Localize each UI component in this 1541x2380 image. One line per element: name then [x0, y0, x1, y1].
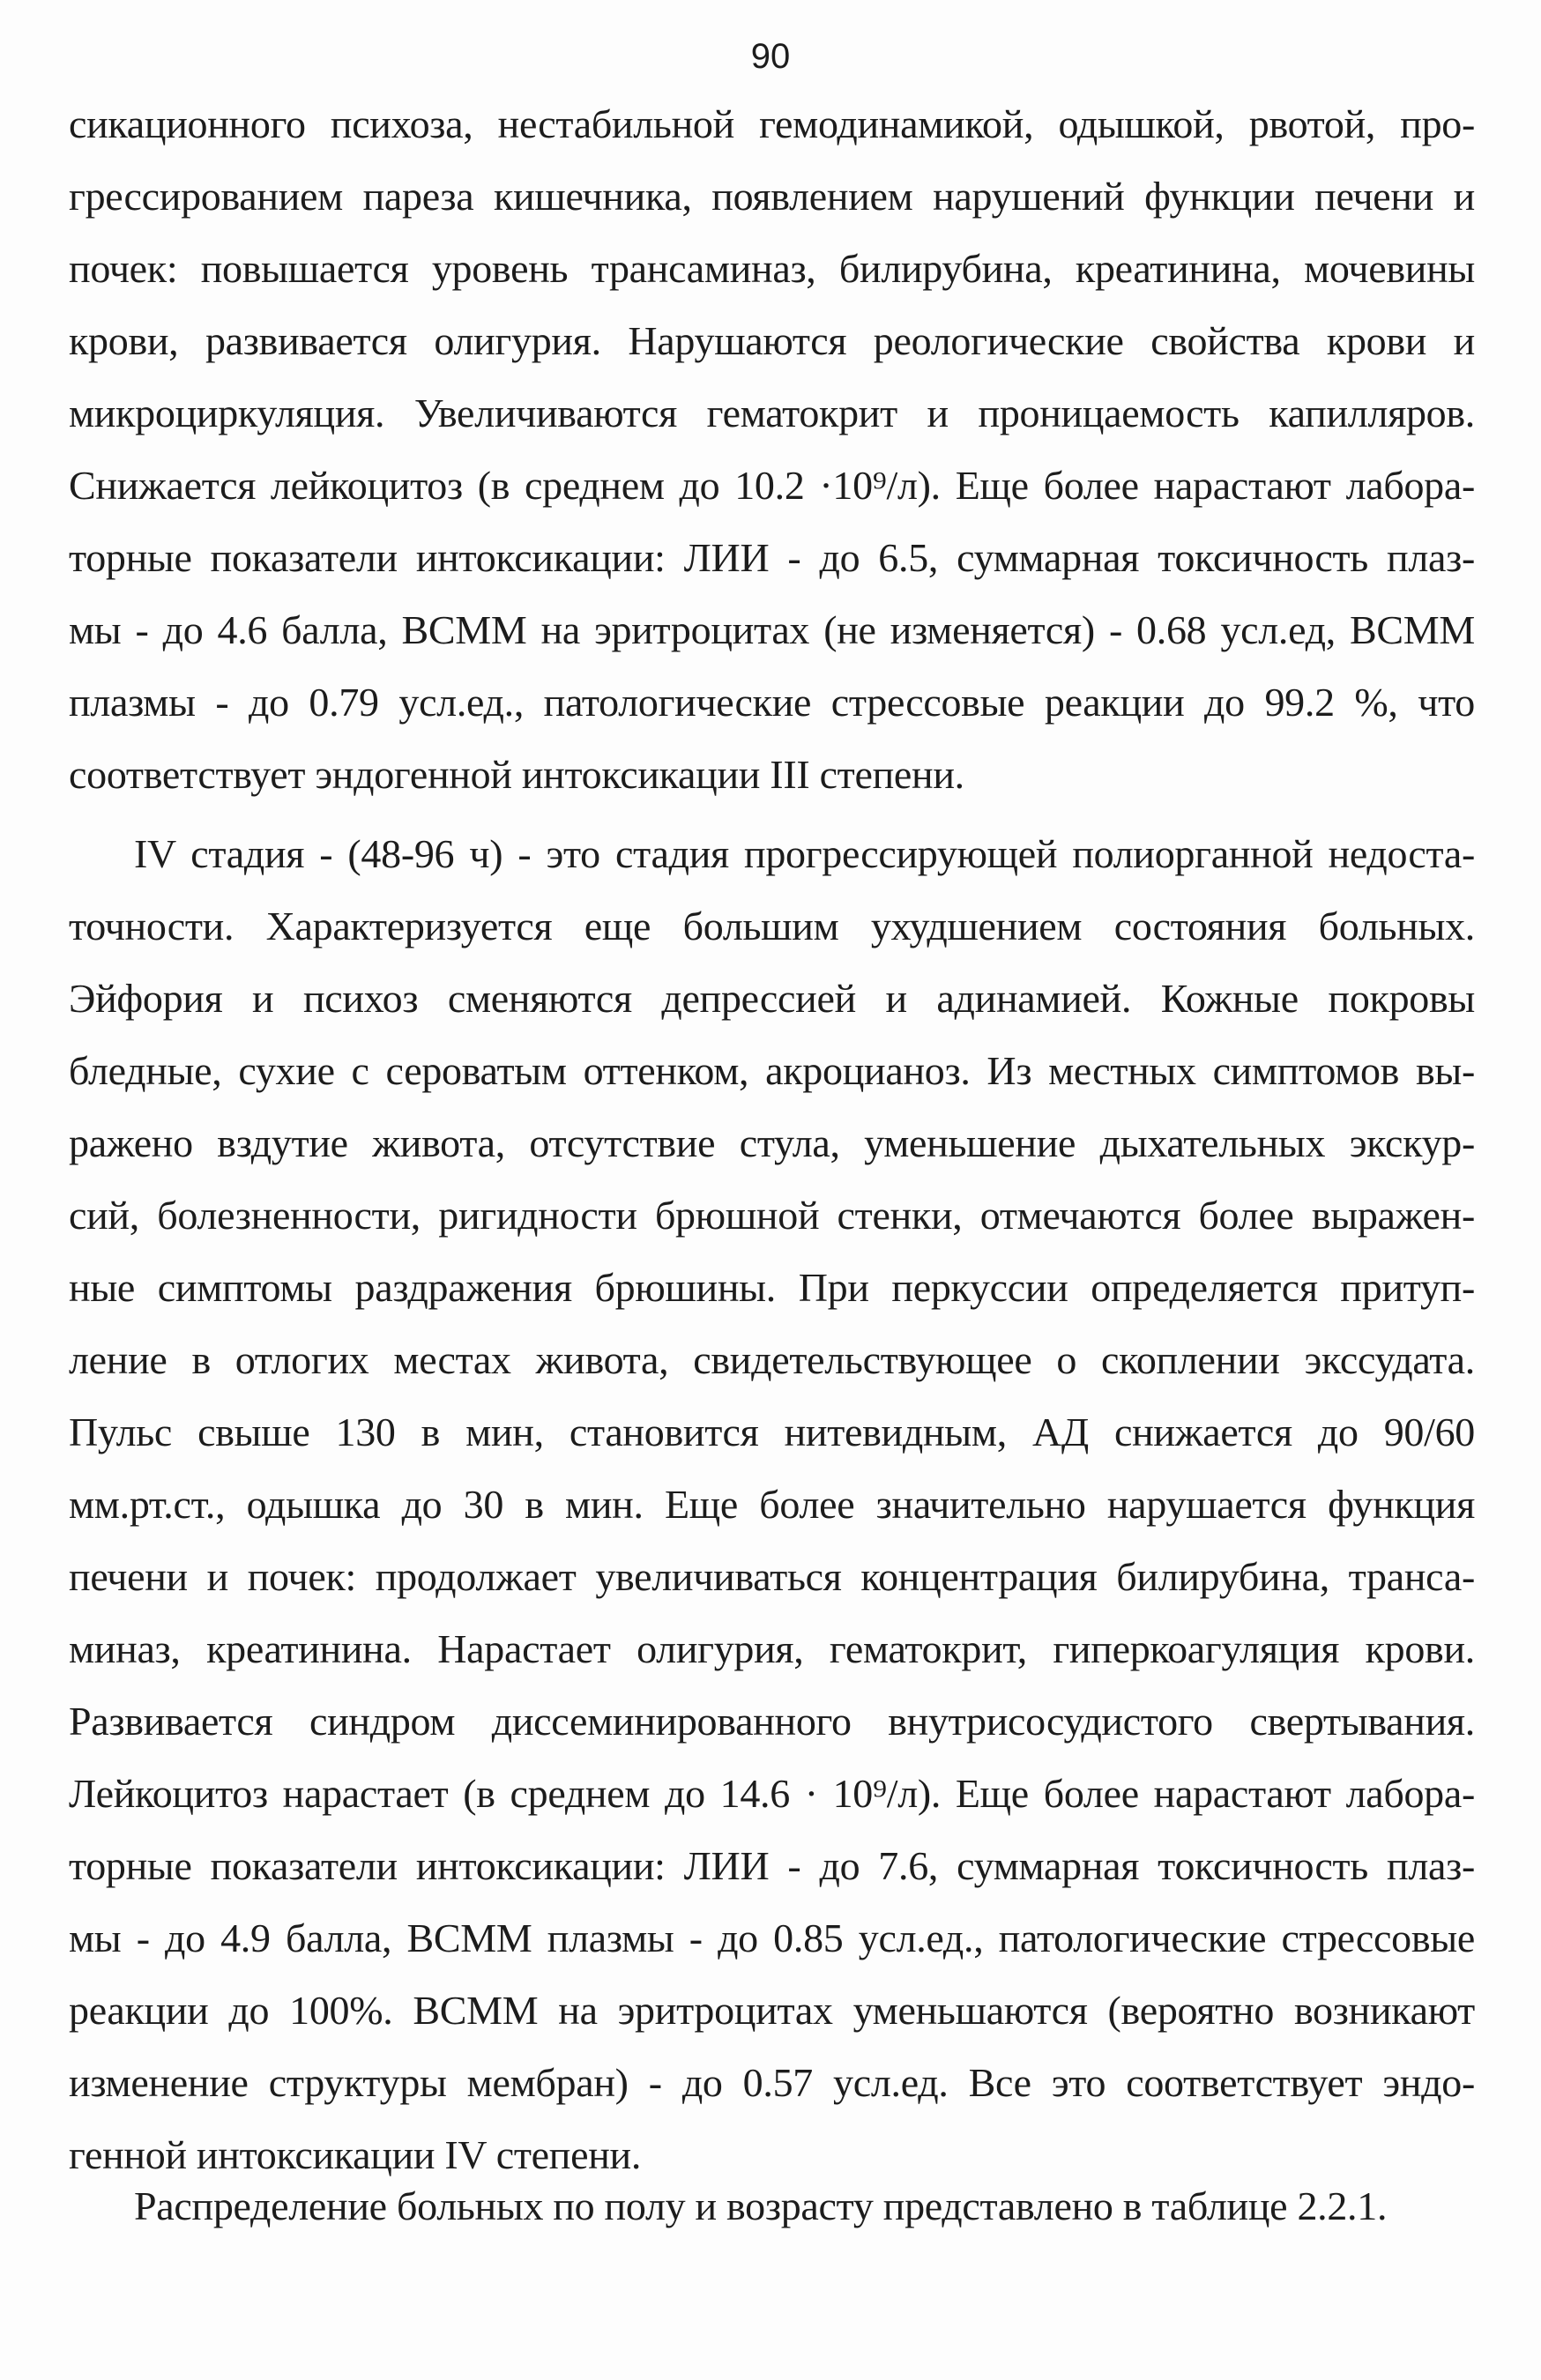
table-reference-paragraph: Распределение больных по полу и возрасту представлено в таблице 2.2.1.	[134, 2183, 1388, 2228]
text-line: Развивается синдром диссеминированного внутрисосудистого свертывания.	[69, 1699, 1475, 1744]
text-line: Эйфория и психоз сменяются депрессией и адинамией. Кожные покровы	[69, 976, 1475, 1021]
text-line: микроциркуляция. Увеличиваются гематокрит и проницаемость капилляров.	[69, 390, 1475, 435]
text-line: грессированием пареза кишечника, появлением нарушений функции печени и	[69, 174, 1475, 219]
page-number: 90	[750, 37, 791, 76]
text-line: печени и почек: продолжает увеличиваться концентрация билирубина, транса-	[69, 1554, 1475, 1599]
text-line: ражено вздутие живота, отсутствие стула, уменьшение дыхательных экскур-	[69, 1120, 1475, 1165]
text-line: реакции до 100%. ВСММ на эритроцитах уменьшаются (вероятно возникают	[69, 1988, 1475, 2033]
text-line: Пульс свыше 130 в мин, становится нитевидным, АД снижается до 90/60	[69, 1409, 1475, 1454]
text-line: ные симптомы раздражения брюшины. При перкуссии определяется притуп-	[69, 1265, 1475, 1310]
text-line: IV стадия - (48-96 ч) - это стадия прогрессирующей полиорганной недоста-	[134, 831, 1475, 876]
text-line: Лейкоцитоз нарастает (в среднем до 14.6 · 10⁹/л). Еще более нарастают лабора-	[69, 1771, 1475, 1816]
text-line: ление в отлогих местах живота, свидетельствующее о скоплении экссудата.	[69, 1337, 1475, 1382]
text-line: бледные, сухие с сероватым оттенком, акроцианоз. Из местных симптомов вы-	[69, 1048, 1475, 1093]
text-line: плазмы - до 0.79 усл.ед., патологические стрессовые реакции до 99.2 %, что	[69, 680, 1475, 725]
text-line: миназ, креатинина. Нарастает олигурия, гематокрит, гиперкоагуляция крови.	[69, 1626, 1475, 1671]
text-line: генной интоксикации IV степени.	[69, 2132, 642, 2177]
text-line: мм.рт.ст., одышка до 30 в мин. Еще более значительно нарушается функция	[69, 1482, 1475, 1527]
text-line: изменение структуры мембран) - до 0.57 усл.ед. Все это соответствует эндо-	[69, 2060, 1475, 2105]
body-text	[69, 88, 1475, 2191]
text-line: точности. Характеризуется еще большим ухудшением состояния больных.	[69, 904, 1475, 948]
text-line: мы - до 4.9 балла, ВСММ плазмы - до 0.85 усл.ед., патологические стрессовые	[69, 1915, 1475, 1960]
text-line: почек: повышается уровень трансаминаз, билирубина, креатинина, мочевины	[69, 246, 1475, 291]
text-line: Снижается лейкоцитоз (в среднем до 10.2 ·10⁹/л). Еще более нарастают лабора-	[69, 463, 1475, 508]
text-line: торные показатели интоксикации: ЛИИ - до 6.5, суммарная токсичность плаз-	[69, 535, 1475, 580]
text-line: мы - до 4.6 балла, ВСММ на эритроцитах (не изменяется) - 0.68 усл.ед, ВСММ	[69, 607, 1475, 652]
text-line: торные показатели интоксикации: ЛИИ - до 7.6, суммарная токсичность плаз-	[69, 1843, 1475, 1888]
text-line: сий, болезненности, ригидности брюшной стенки, отмечаются более выражен-	[69, 1193, 1475, 1238]
text-line: соответствует эндогенной интоксикации III степени.	[69, 752, 964, 797]
text-line: сикационного психоза, нестабильной гемодинамикой, одышкой, рвотой, про-	[69, 101, 1475, 146]
text-line: крови, развивается олигурия. Нарушаются реологические свойства крови и	[69, 318, 1475, 363]
